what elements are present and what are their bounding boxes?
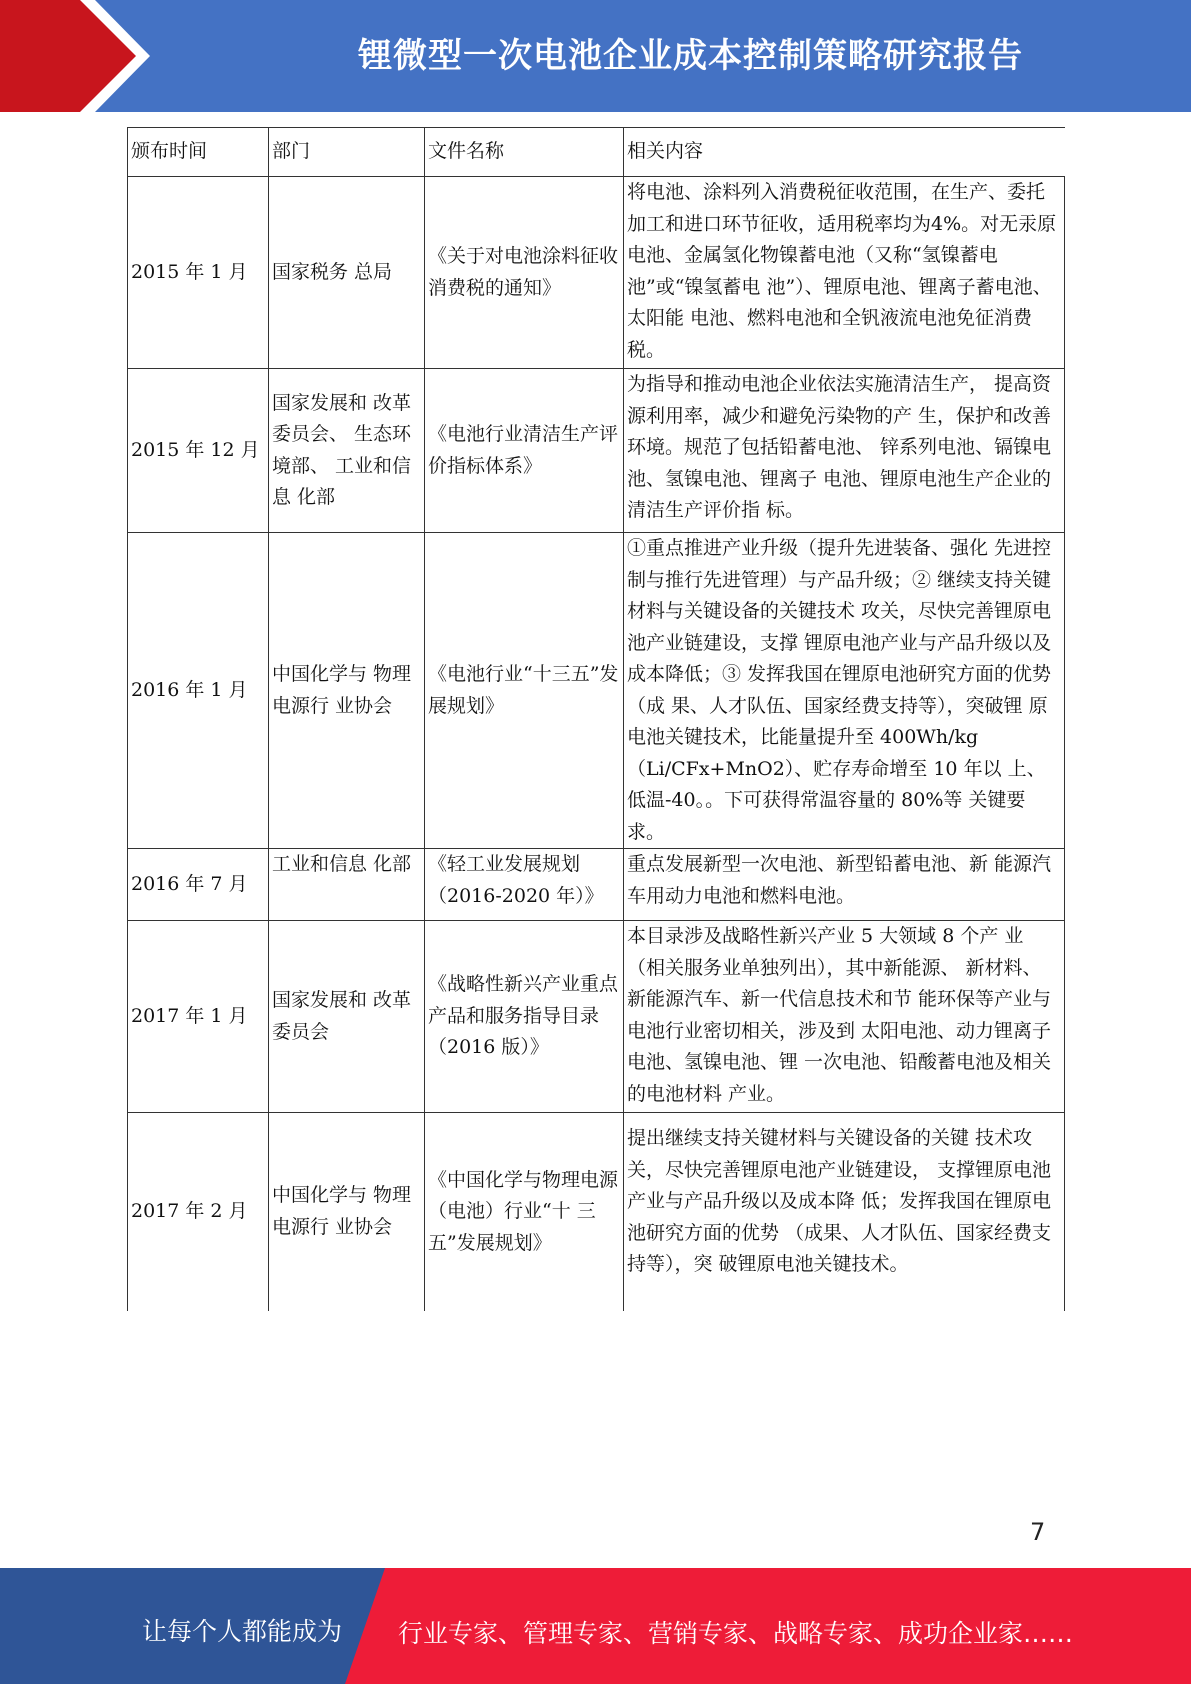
table-row xyxy=(128,849,1065,921)
table-row xyxy=(128,369,1065,533)
column-header-content: 相关内容 xyxy=(624,128,1065,177)
column-header-date: 颁布时间 xyxy=(128,128,269,177)
cell-date: 2015 年 12 月 xyxy=(128,369,269,533)
cell-department: 中国化学与 物理电源行 业协会 xyxy=(269,533,425,849)
report-title: 锂微型一次电池企业成本控制策略研究报告 xyxy=(358,36,1023,76)
cell-document: 《中国化学与物理电源（电池）行业“十 三五”发展规划》 xyxy=(425,1113,624,1311)
column-header-document: 文件名称 xyxy=(425,128,624,177)
cell-document: 《关于对电池涂料征收消费税的通知》 xyxy=(425,177,624,369)
page-number: 7 xyxy=(1030,1518,1046,1546)
table-row xyxy=(128,177,1065,369)
table-row xyxy=(128,1113,1065,1311)
table-row xyxy=(128,533,1065,849)
cell-department: 国家发展和 改革委员会、 生态环境部、 工业和信息 化部 xyxy=(269,369,425,533)
cell-content: 为指导和推动电池企业依法实施清洁生产， 提高资源利用率，减少和避免污染物的产 生，保护和改善环境。规范了包括铅蓄电池、 锌系列电池、镉镍电池、氢镍电池、锂离子 电池、锂原电池生产企业的清洁生产评价指 标。 xyxy=(624,369,1065,533)
table-row xyxy=(128,921,1065,1113)
footer-slogan-left: 让每个人都能成为 xyxy=(142,1617,343,1646)
cell-content: 本目录涉及战略性新兴产业 5 大领域 8 个产 业（相关服务业单独列出），其中新能源、 新材料、新能源汽车、新一代信息技术和节 能环保等产业与电池行业密切相关，涉及到 太阳电池、动力锂离子电池、氢镍电池、锂 一次电池、铅酸蓄电池及相关的电池材料 产业。 xyxy=(624,921,1065,1113)
footer-slogan-right: 行业专家、管理专家、营销专家、战略专家、成功企业家…… xyxy=(398,1619,1074,1648)
cell-content: ①重点推进产业升级（提升先进装备、强化 先进控制与推行先进管理）与产品升级；② 继续支持关键材料与关键设备的关键技术 攻关，尽快完善锂原电池产业链建设，支撑 锂原电池产业与产品升级以及成本降低；③ 发挥我国在锂原电池研究方面的优势（成 果、人才队伍、国家经费支持等），突破锂 原电池关键技术，比能量提升至 400Wh/kg （Li/CFx+MnO2）、贮存寿命增至 10 年以 上、低温-40。。下可获得常温容量的 80%等 关键要求。 xyxy=(624,533,1065,849)
cell-date: 2015 年 1 月 xyxy=(128,177,269,369)
cell-document: 《战略性新兴产业重点产品和服务指导目录（2016 版）》 xyxy=(425,921,624,1113)
cell-department: 国家税务 总局 xyxy=(269,177,425,369)
column-header-department: 部门 xyxy=(269,128,425,177)
cell-department: 国家发展和 改革委员会 xyxy=(269,921,425,1113)
table-header-row xyxy=(128,128,1065,177)
red-arrow-banner xyxy=(0,0,150,112)
cell-date: 2017 年 2 月 xyxy=(128,1113,269,1311)
cell-document: 《轻工业发展规划（2016-2020 年）》 xyxy=(425,849,624,921)
cell-department: 中国化学与 物理电源行 业协会 xyxy=(269,1113,425,1311)
cell-document: 《电池行业“十三五”发展规划》 xyxy=(425,533,624,849)
cell-document: 《电池行业清洁生产评价指标体系》 xyxy=(425,369,624,533)
cell-department: 工业和信息 化部 xyxy=(269,849,425,921)
policy-table xyxy=(127,127,1065,1311)
cell-content: 将电池、涂料列入消费税征收范围，在生产、委托加工和进口环节征收，适用税率均为4%。对无汞原电池、金属氢化物镍蓄电池（又称“氢镍蓄电池”或“镍氢蓄电 池”）、锂原电池、锂离子蓄电池、太阳能 电池、燃料电池和全钒液流电池免征消费 税。 xyxy=(624,177,1065,369)
cell-content: 提出继续支持关键材料与关键设备的关键 技术攻关，尽快完善锂原电池产业链建设， 支撑锂原电池产业与产品升级以及成本降 低；发挥我国在锂原电池研究方面的优势 （成果、人才队伍、国家经费支持等），突 破锂原电池关键技术。 xyxy=(624,1113,1065,1311)
cell-date: 2017 年 1 月 xyxy=(128,921,269,1113)
cell-date: 2016 年 7 月 xyxy=(128,849,269,921)
page-header xyxy=(0,0,1191,112)
cell-date: 2016 年 1 月 xyxy=(128,533,269,849)
cell-content: 重点发展新型一次电池、新型铅蓄电池、新 能源汽车用动力电池和燃料电池。 xyxy=(624,849,1065,921)
